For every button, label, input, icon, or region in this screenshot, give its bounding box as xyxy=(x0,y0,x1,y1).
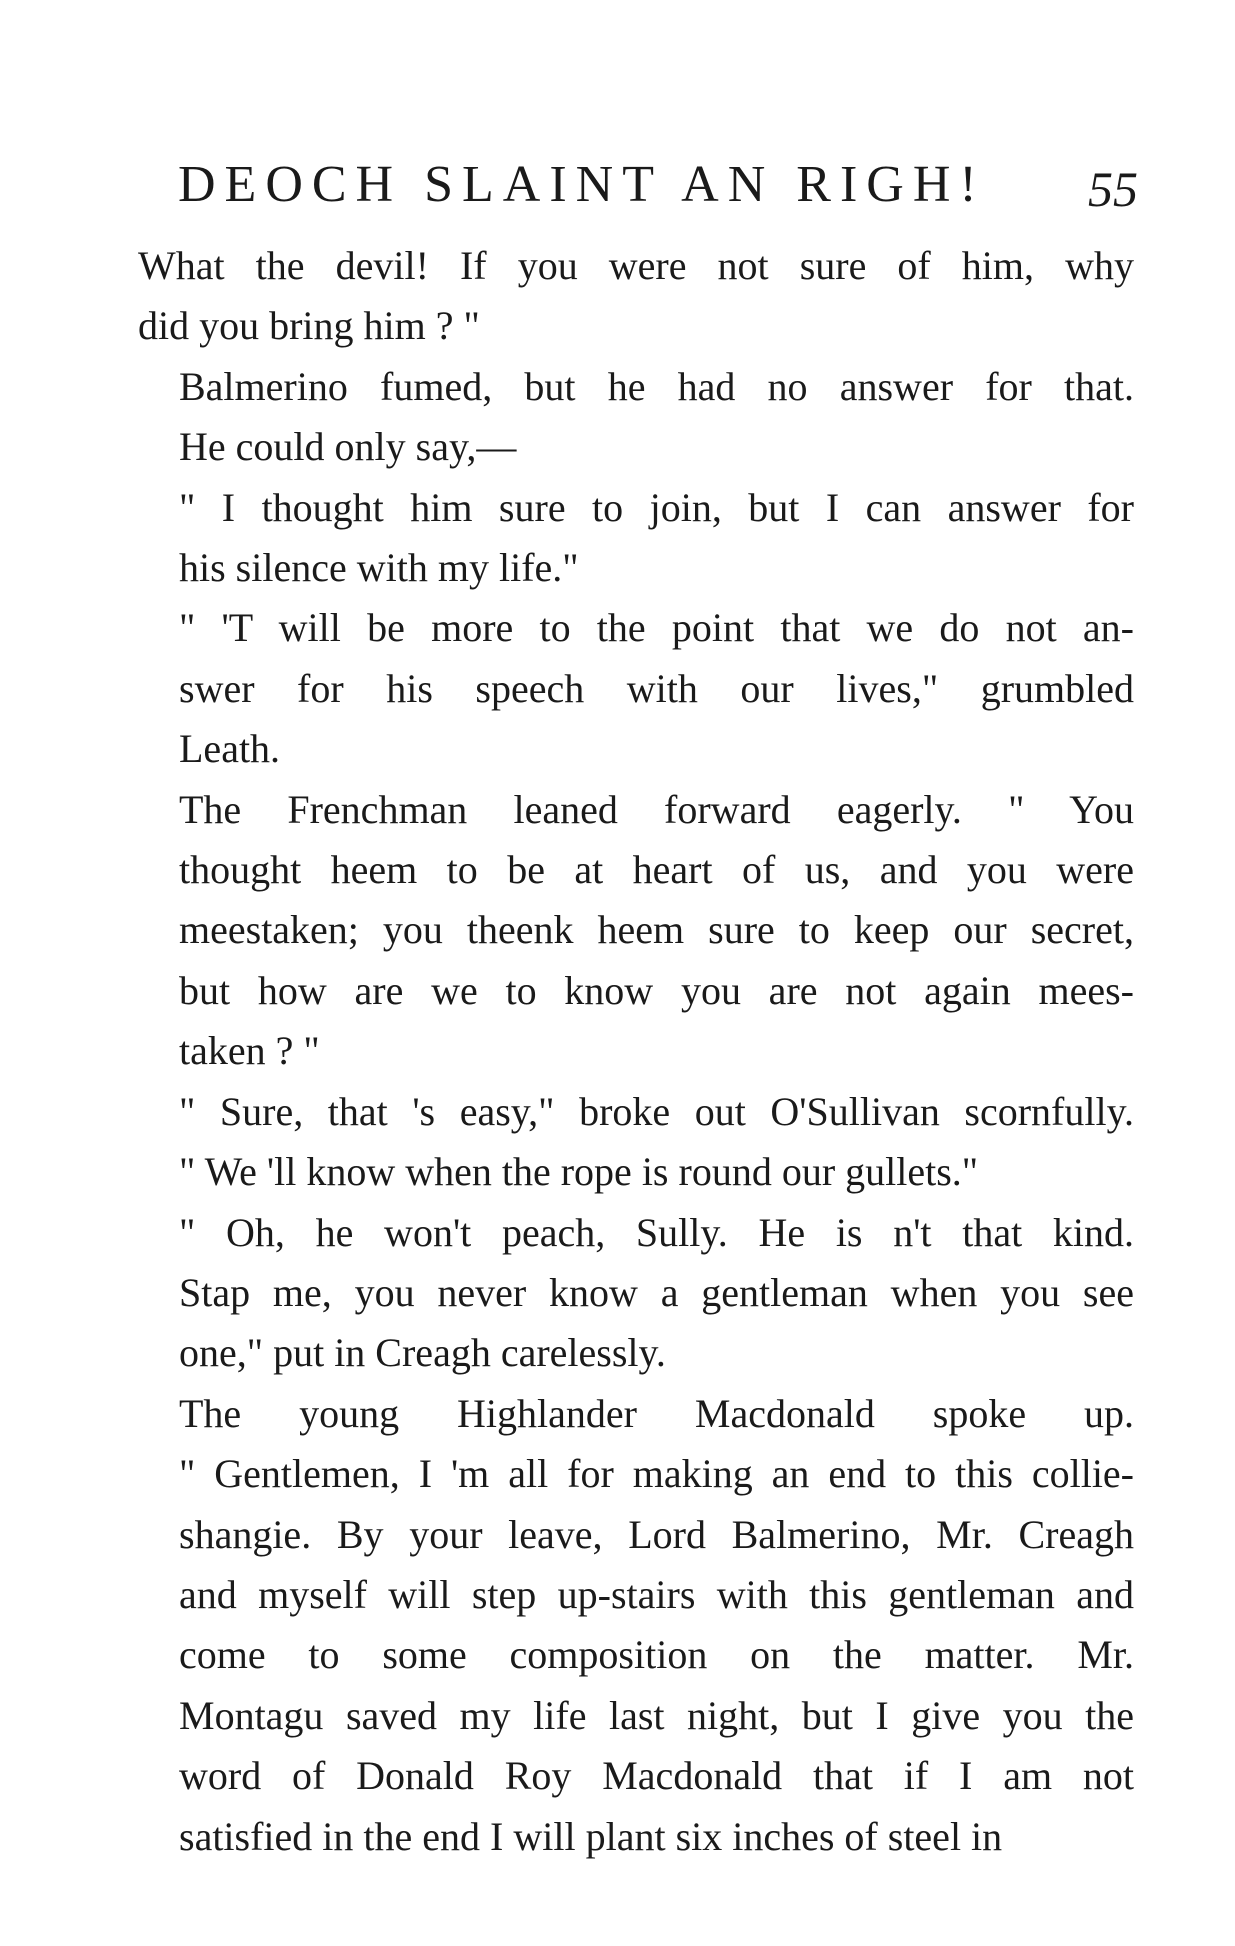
page-number: 55 xyxy=(1088,161,1138,217)
text-line: " We 'll know when the rope is round our gullets." xyxy=(179,1149,979,1195)
text-line: shangie. By your leave, Lord Balmerino, Mr. Creagh xyxy=(179,1511,1134,1557)
text-line: did you bring him ? " xyxy=(138,303,480,349)
text-line: Stap me, you never know a gentleman when you see xyxy=(179,1269,1134,1315)
text-line: What the devil! If you were not sure of him, why xyxy=(138,243,1134,288)
text-line: " 'T will be more to the point that we do not an- xyxy=(179,605,1134,651)
text-line: " Gentlemen, I 'm all for making an end to this collie- xyxy=(179,1451,1134,1497)
text-line: but how are we to know you are not again mees- xyxy=(179,967,1134,1013)
text-line: come to some composition on the matter. Mr. xyxy=(179,1632,1134,1678)
paragraph xyxy=(138,478,1134,599)
text-line: He could only say,— xyxy=(179,424,517,470)
text-line: thought heem to be at heart of us, and you were xyxy=(179,847,1134,893)
paragraph xyxy=(138,1082,1134,1203)
text-line: and myself will step up-stairs with this gentleman and xyxy=(179,1571,1134,1617)
text-line: " Sure, that 's easy," broke out O'Sullivan scornfully. xyxy=(179,1088,1134,1134)
paragraph xyxy=(138,1203,1134,1384)
text-line: The Frenchman leaned forward eagerly. " You xyxy=(179,786,1134,832)
text-line: meestaken; you theenk heem sure to keep our secret, xyxy=(179,907,1134,953)
paragraph xyxy=(138,780,1134,1082)
text-line: " I thought him sure to join, but I can answer for xyxy=(179,484,1134,530)
text-line: one," put in Creagh carelessly. xyxy=(179,1330,666,1376)
paragraph xyxy=(138,236,1134,357)
paragraph xyxy=(138,357,1134,478)
text-line: taken ? " xyxy=(179,1028,320,1074)
text-line: " Oh, he won't peach, Sully. He is n't that kind. xyxy=(179,1209,1134,1255)
text-line: Balmerino fumed, but he had no answer for that. xyxy=(179,363,1134,409)
running-head xyxy=(178,150,1138,220)
chapter-title: DEOCH SLAINT AN RIGH! xyxy=(178,156,986,213)
text-line: The young Highlander Macdonald spoke up. xyxy=(179,1390,1134,1436)
text-line: satisfied in the end I will plant six inches of steel in xyxy=(179,1813,1003,1859)
text-line: swer for his speech with our lives," grumbled xyxy=(179,665,1134,711)
paragraph xyxy=(138,1384,1134,1867)
paragraph xyxy=(138,598,1134,779)
text-line: Montagu saved my life last night, but I give you the xyxy=(179,1692,1134,1738)
text-line: his silence with my life." xyxy=(179,545,579,591)
body-text xyxy=(138,236,1134,1867)
text-line: word of Donald Roy Macdonald that if I am not xyxy=(179,1753,1134,1799)
text-line: Leath. xyxy=(179,726,281,772)
